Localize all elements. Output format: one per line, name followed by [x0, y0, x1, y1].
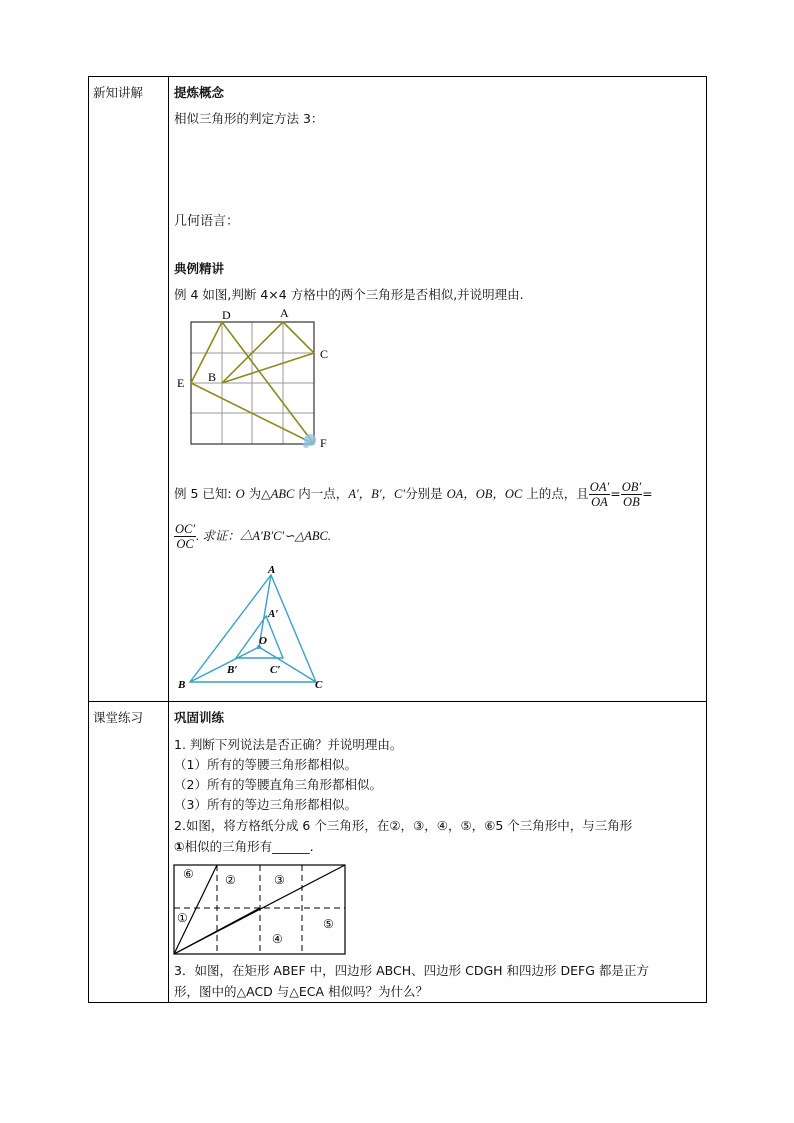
- label-b-prime: B′: [227, 664, 238, 676]
- question1-item1: （1）所有的等腰三角形都相似。: [174, 757, 357, 772]
- label-o: O: [259, 635, 267, 647]
- region-6-label: ⑥: [183, 867, 194, 881]
- example4-grid-figure: [170, 305, 340, 455]
- example5-triangle-figure: [170, 560, 340, 695]
- question3-line1: 3．如图，在矩形 ABEF 中，四边形 ABCH、四边形 CDGH 和四边形 DEFG 都是正方: [174, 963, 649, 978]
- concept-heading: 提炼概念: [174, 85, 225, 100]
- row-label-class-practice: 课堂练习: [93, 710, 144, 725]
- fraction-oc: $\frac{OC'}{OC}$: [175, 522, 196, 551]
- region-5-label: ⑤: [323, 917, 334, 931]
- label-c: C: [315, 679, 323, 691]
- label-d: D: [222, 308, 231, 322]
- fraction-oa: $\frac{OA'}{OA}$: [589, 480, 610, 509]
- region-4-label: ④: [272, 932, 283, 946]
- geometry-language-text: 几何语言：: [174, 214, 240, 229]
- question1: 1. 判断下列说法是否正确？并说明理由。: [174, 737, 403, 752]
- label-b: B: [208, 370, 217, 384]
- region-2-label: ②: [225, 873, 236, 887]
- examples-heading: 典例精讲: [174, 261, 225, 276]
- example5-line2: $\frac{OC'}{OC}$ . 求证：△A′B′C′∽△ABC.: [175, 522, 331, 551]
- label-e: E: [177, 376, 185, 390]
- region-1-label: ①: [177, 911, 188, 925]
- label-a: A: [268, 564, 276, 576]
- label-b: B: [178, 679, 186, 691]
- practice-heading: 巩固训练: [174, 710, 225, 725]
- question1-item2: （2）所有的等腰直角三角形都相似。: [174, 777, 382, 792]
- example4-text: 例 4 如图,判断 4×4 方格中的两个三角形是否相似,并说明理由.: [174, 287, 524, 302]
- label-a-prime: A′: [268, 608, 279, 620]
- question1-item3: （3）所有的等边三角形都相似。: [174, 797, 357, 812]
- region-3-label: ③: [274, 873, 285, 887]
- fraction-ob: $\frac{OB'}{OB}$: [621, 480, 642, 509]
- question3-line2: 形，图中的△ACD 与△ECA 相似吗？为什么？: [174, 984, 429, 999]
- question2-line2: ①相似的三角形有______.: [174, 839, 314, 854]
- row-label-new-knowledge: 新知讲解: [93, 85, 144, 100]
- question2-grid-figure: [170, 860, 350, 960]
- label-c-prime: C′: [270, 664, 281, 676]
- question2-line1: 2.如图，将方格纸分成 6 个三角形，在②，③，④，⑤，⑥5 个三角形中，与三角形: [174, 818, 633, 833]
- label-c: C: [320, 347, 329, 361]
- label-a: A: [280, 306, 289, 320]
- method3-text: 相似三角形的判定方法 3：: [174, 111, 324, 126]
- example5-line1: 例 5 已知: O 为△ABC 内一点，A′，B′，C′分别是 OA，OB，OC 上的点，且 $\frac{OA'}{OA}$ = $\frac{OB'}{OB}$ =: [174, 480, 653, 509]
- label-f: F: [320, 436, 327, 450]
